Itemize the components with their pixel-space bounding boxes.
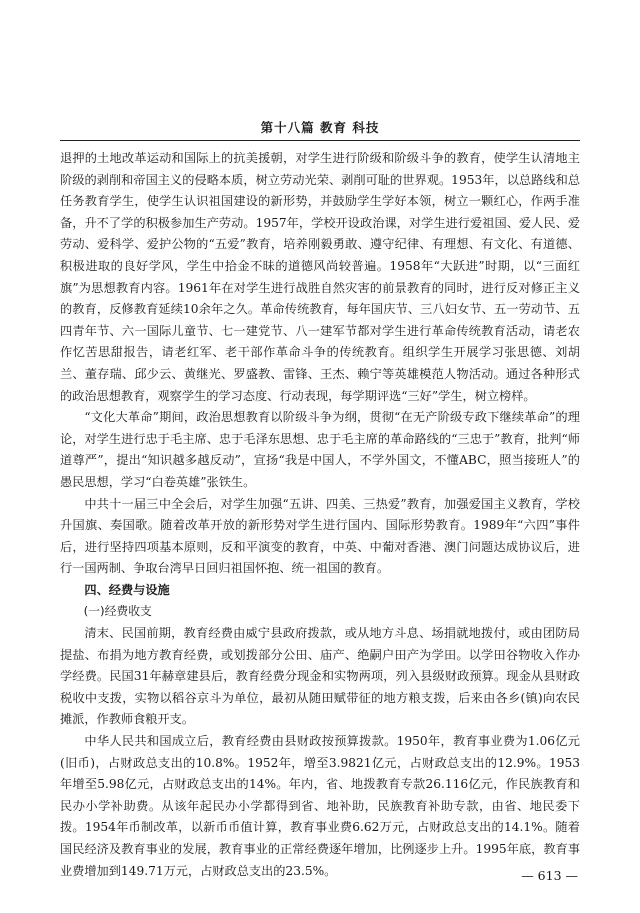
paragraph-political-education: 退押的土地改革运动和国际上的抗美援朝，对学生进行阶级和阶级斗争的教育，使学生认清地主阶级的剥削和帝国主义的侵略本质，树立劳动光荣、剥削可耻的世界观。1953年，以总路线和总任务教育学生，使学生认识祖国建设的新形势，并鼓励学生学好本领，树立一颗红心，作两手准备，升不了学的积极参加生产劳动。1957年，学校开设政治课，对学生进行爱祖国、爱人民、爱劳动、爱科学、爱护公物的“五爱”教育，培养刚毅勇敢、遵守纪律、有理想、有文化、有道德、积极进取的良好学风，学生中拾金不昧的道德风尚较普遍。1958年“大跃进”时期，以“三面红旗”为思想教育内容。1961年在对学生进行战胜自然灾害的前景教育的同时，进行反对修正主义的教育，反修教育延续10余年之久。革命传统教育，每年国庆节、三八妇女节、五一劳动节、五四青年节、六一国际儿童节、七一建党节、八一建军节都对学生进行革命传统教育活动，请老农作忆苦思甜报告，请老红军、老干部作革命斗争的传统教育。组织学生开展学习张思德、刘胡兰、董存瑞、邱少云、黄继光、罗盛教、雷锋、王杰、赖宁等英雄模范人物活动。通过各种形式的政治思想教育，观察学生的学习态度、行动表现，每学期评选“三好”学生，树立榜样。 [60,151,580,403]
paragraph-cultural-revolution: “文化大革命”期间，政治思想教育以阶级斗争为纲，贯彻“在无产阶级专政下继续革命”的理论，对学生进行忠于毛主席、忠于毛泽东思想、忠于毛主席的革命路线的“三忠于”教育，批判“师道尊严”，提出“知识越多越反动”，宣扬“我是中国人，不学外国文，不懂ABC，照当接班人”的愚民思想，学习“白卷英雄”张铁生。 [60,410,580,489]
paragraph-reform-era: 中共十一届三中全会后，对学生加强“五讲、四美、三热爱”教育，加强爱国主义教育，学校升国旗、奏国歌。随着改革开放的新形势对学生进行国内、国际形势教育。1989年“六四”事件后，进行坚持四项基本原则，反和平演变的教育，中英、中葡对香港、澳门问题达成协议后，进行一国两制、争取台湾早日回归祖国怀抱、统一祖国的教育。 [60,496,580,576]
page-number: — 613 — [521,868,578,883]
subsection-heading: (一)经费收支 [83,604,152,619]
body-text [60,148,580,882]
paragraph-funding-prerevolution: 清末、民国前期，教育经费由威宁县政府拨款，或从地方斗息、场捐就地拨付，或由团防局提盐、布捐为地方教育经费，或划拨部分公田、庙产、绝嗣户田产为学田。以学田谷物收入作办学经费。民国31年赫章建县后，教育经费分现金和实物两项，列入县级财政预算。现金从县财政税收中支拨，实物以稻谷京斗为单位，最初从随田赋带征的地方粮支拨，后来由各乡(镇)向农民摊派，作教师食粮开支。 [60,626,580,727]
paragraph-funding-prc: 中华人民共和国成立后，教育经费由县财政按预算拨款。1950年，教育事业费为1.06亿元(旧币)，占财政总支出的10.8%。1952年，增至3.9821亿元，占财政总支出的12.9%。1953年增至5.98亿元，占财政总支出的14%。年内，省、地拨教育专款26.116亿元，作民族教育和民办小学补助费。从该年起民办小学都得到省、地补助，民族教育补助专款，由省、地民委下拨。1954年币制改革，以新币币值计算，教育事业费6.62万元，占财政总支出的14.1%。随着国民经济及教育事业的发展，教育事业的正常经费逐年增加，比例逐步上升。1995年底，教育事业费增加到149.71万元，占财政总支出的23.5%。 [60,734,580,878]
header-rule [60,140,580,141]
running-header: 第十八篇 教育 科技 [260,120,380,135]
section-heading: 四、经费与设施 [84,582,170,597]
